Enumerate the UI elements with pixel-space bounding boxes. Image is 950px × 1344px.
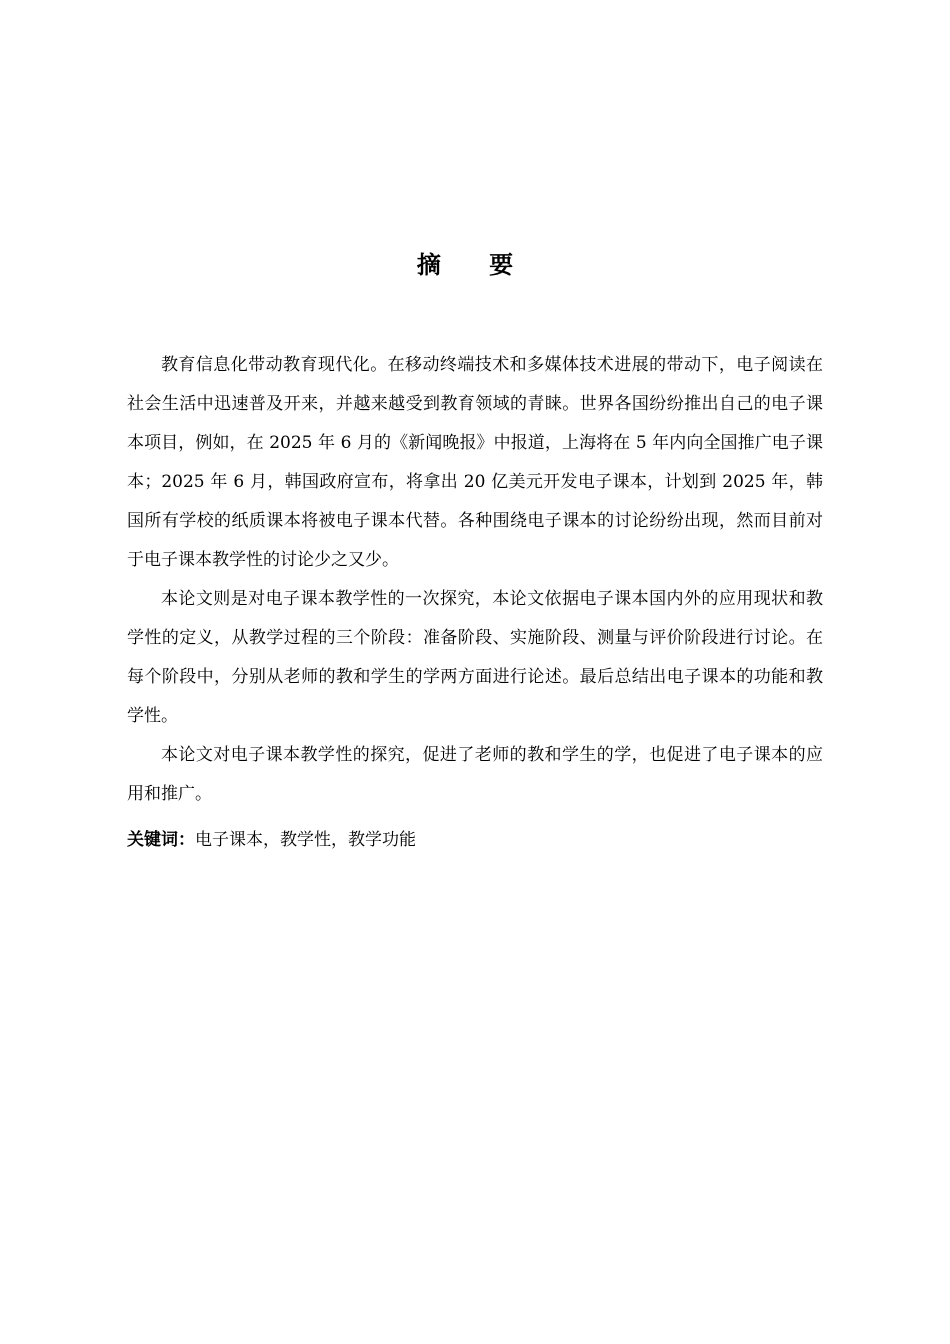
keywords-value: 电子课本，教学性，教学功能: [195, 830, 416, 850]
keywords-line: [127, 823, 823, 857]
abstract-paragraph-2: 本论文则是对电子课本教学性的一次探究，本论文依据电子课本国内外的应用现状和教学性的定义，从教学过程的三个阶段：准备阶段、实施阶段、测量与评价阶段进行讨论。在每个阶段中，分别从老师的教和学生的学两方面进行论述。最后总结出电子课本的功能和教学性。: [127, 589, 823, 726]
abstract-paragraph-3: 本论文对电子课本教学性的探究，促进了老师的教和学生的学，也促进了电子课本的应用和推广。: [127, 745, 823, 804]
abstract-title: 摘 要: [416, 251, 534, 279]
abstract-paragraph-1: 教育信息化带动教育现代化。在移动终端技术和多媒体技术进展的带动下，电子阅读在社会生活中迅速普及开来，并越来越受到教育领域的青睐。世界各国纷纷推出自己的电子课本项目，例如，在 2025 年 6 月的《新闻晚报》中报道，上海将在 5 年内向全国推广电子课本；2025 年 6 月，韩国政府宣布，将拿出 20 亿美元开发电子课本，计划到 2025 年，韩国所有学校的纸质课本将被电子课本代替。各种围绕电子课本的讨论纷纷出现，然而目前对于电子课本教学性的讨论少之又少。: [127, 355, 823, 570]
abstract-body: [127, 346, 823, 814]
keywords-label: 关键词：: [127, 830, 195, 850]
